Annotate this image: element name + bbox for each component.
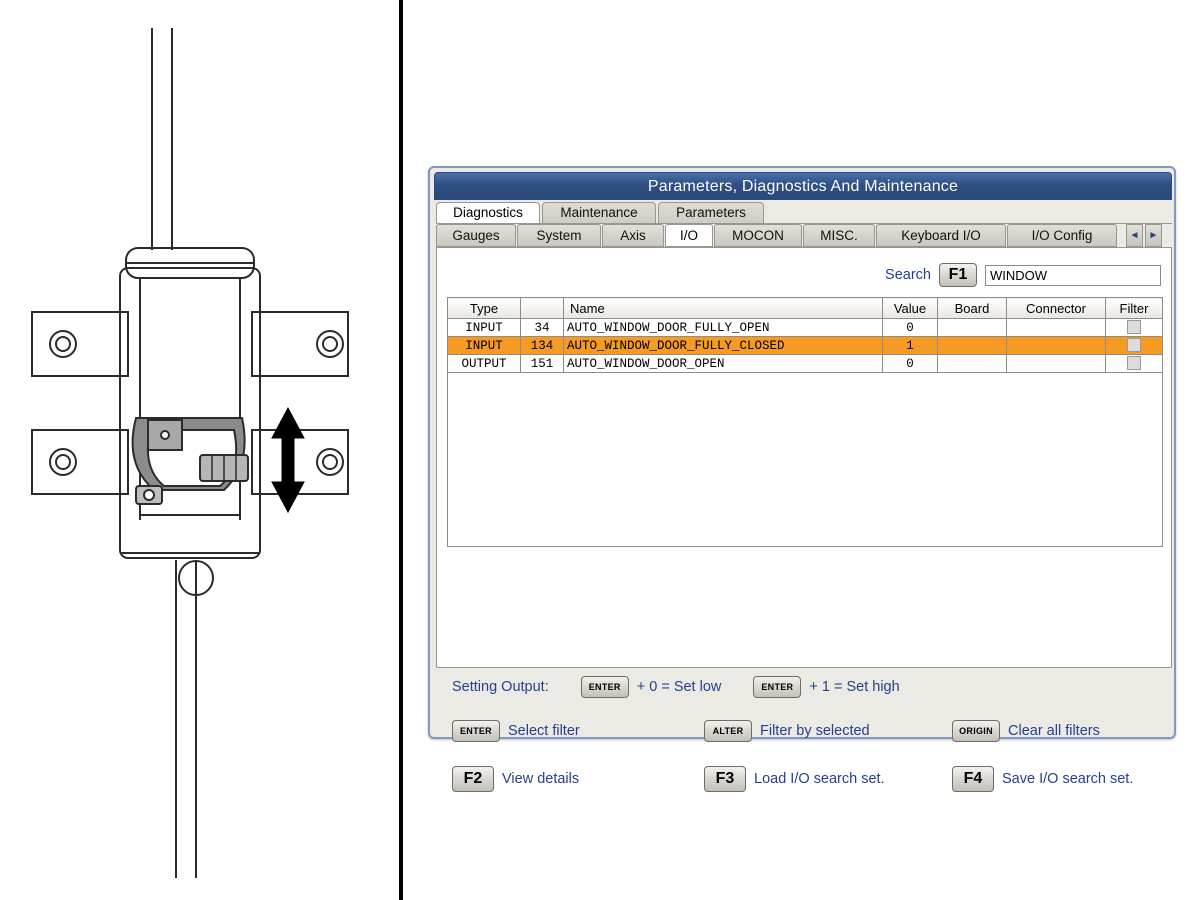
search-label: Search (885, 267, 931, 283)
origin-key-icon[interactable]: ORIGIN (952, 720, 1000, 742)
window-title: Parameters, Diagnostics And Maintenance (434, 172, 1172, 200)
secondary-tab-bar (436, 224, 1172, 248)
cell-value: 0 (883, 319, 938, 337)
set-low-label: + 0 = Set low (636, 679, 722, 695)
cell-type: OUTPUT (448, 355, 521, 373)
alter-key-icon[interactable]: ALTER (704, 720, 752, 742)
cell-value: 1 (883, 337, 938, 355)
cell-board (938, 355, 1007, 373)
tab-io[interactable]: I/O (665, 224, 713, 247)
tab-mocon[interactable]: MOCON (714, 224, 802, 247)
footer-help (436, 670, 1172, 787)
panel-divider (399, 0, 403, 900)
tab-io-config[interactable]: I/O Config (1007, 224, 1117, 247)
action-label: View details (502, 771, 580, 787)
search-f1-key[interactable]: F1 (939, 263, 977, 287)
tab-scroll-left-icon[interactable]: ◄ (1126, 224, 1143, 247)
enter-key-icon[interactable]: ENTER (452, 720, 500, 742)
f2-key-icon[interactable]: F2 (452, 766, 494, 792)
cell-name: AUTO_WINDOW_DOOR_FULLY_OPEN (564, 319, 883, 337)
column-value: Value (883, 298, 938, 319)
f4-key-icon[interactable]: F4 (952, 766, 994, 792)
column-name: Name (564, 298, 883, 319)
cell-type: INPUT (448, 337, 521, 355)
cell-filter[interactable] (1106, 355, 1163, 373)
cell-connector (1007, 337, 1106, 355)
action-filter-by-selected[interactable] (704, 720, 870, 742)
tab-system[interactable]: System (517, 224, 601, 247)
cell-name: AUTO_WINDOW_DOOR_FULLY_CLOSED (564, 337, 883, 355)
io-content-area (436, 247, 1172, 668)
column-filter: Filter (1106, 298, 1163, 319)
enter-key-set-low[interactable]: ENTER (581, 676, 629, 698)
action-select-filter[interactable] (452, 720, 580, 742)
f3-key-icon[interactable]: F3 (704, 766, 746, 792)
set-high-label: + 1 = Set high (809, 679, 900, 695)
primary-tab-bar (436, 202, 1172, 224)
enter-key-set-high[interactable]: ENTER (753, 676, 801, 698)
cell-board (938, 319, 1007, 337)
hmi-window (428, 166, 1176, 787)
filter-checkbox[interactable] (1127, 356, 1141, 370)
filter-checkbox[interactable] (1127, 320, 1141, 334)
cell-filter[interactable] (1106, 319, 1163, 337)
cell-type: INPUT (448, 319, 521, 337)
table-row[interactable] (448, 319, 1163, 337)
illustration-panel (0, 0, 399, 900)
action-label: Load I/O search set. (754, 771, 885, 787)
tab-axis[interactable]: Axis (602, 224, 664, 247)
column-board: Board (938, 298, 1007, 319)
tab-diagnostics[interactable]: Diagnostics (436, 202, 540, 223)
column-number (521, 298, 564, 319)
tab-keyboard-io[interactable]: Keyboard I/O (876, 224, 1006, 247)
setting-output-label: Setting Output: (452, 679, 549, 695)
search-row (885, 264, 1161, 286)
table-row[interactable] (448, 355, 1163, 373)
cell-connector (1007, 355, 1106, 373)
action-clear-all-filters[interactable] (952, 720, 1100, 742)
cell-number: 34 (521, 319, 564, 337)
tab-misc[interactable]: MISC. (803, 224, 875, 247)
column-connector: Connector (1007, 298, 1106, 319)
table-row[interactable] (448, 337, 1163, 355)
action-label: Select filter (508, 723, 580, 739)
tab-gauges[interactable]: Gauges (436, 224, 516, 247)
tab-parameters[interactable]: Parameters (658, 202, 764, 223)
cell-name: AUTO_WINDOW_DOOR_OPEN (564, 355, 883, 373)
action-load-io-search-set[interactable] (704, 766, 885, 792)
cell-number: 151 (521, 355, 564, 373)
action-save-io-search-set[interactable] (952, 766, 1133, 792)
cell-filter[interactable] (1106, 337, 1163, 355)
filter-checkbox[interactable] (1127, 338, 1141, 352)
table-header-row (448, 298, 1163, 319)
cell-value: 0 (883, 355, 938, 373)
cell-connector (1007, 319, 1106, 337)
cell-number: 134 (521, 337, 564, 355)
tab-scroll-right-icon[interactable]: ► (1145, 224, 1162, 247)
tab-maintenance[interactable]: Maintenance (542, 202, 656, 223)
setting-output-row (452, 676, 900, 698)
io-table (447, 297, 1163, 373)
action-label: Clear all filters (1008, 723, 1100, 739)
cell-board (938, 337, 1007, 355)
clamp-assembly-drawing (0, 0, 399, 900)
action-label: Save I/O search set. (1002, 771, 1134, 787)
action-label: Filter by selected (760, 723, 870, 739)
search-input[interactable] (985, 265, 1161, 286)
column-type: Type (448, 298, 521, 319)
action-view-details[interactable] (452, 766, 579, 792)
